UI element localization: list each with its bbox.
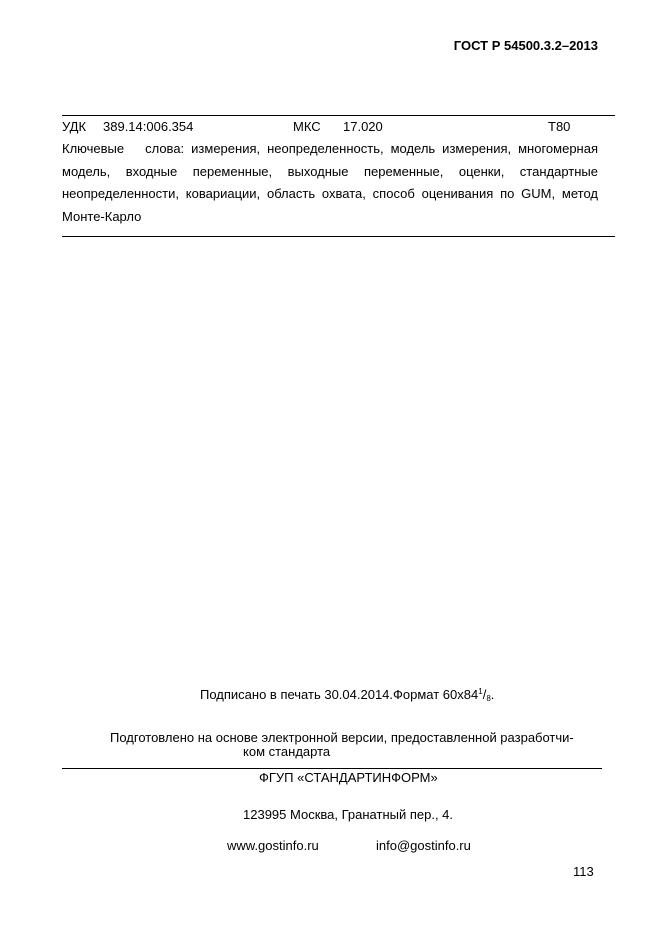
publisher-website: www.gostinfo.ru bbox=[227, 838, 319, 853]
signed-text: Подписано в печать 30.04.2014.Формат 60х84 bbox=[200, 687, 479, 702]
keywords-bottom-rule bbox=[62, 236, 615, 237]
prepared-line-1: Подготовлено на основе электронной версии, предоставленной разработчи- bbox=[110, 730, 574, 745]
standard-code-header: ГОСТ Р 54500.3.2–2013 bbox=[453, 38, 598, 53]
udc-value: 389.14:006.354 bbox=[103, 119, 194, 134]
page-number: 113 bbox=[573, 864, 594, 879]
signed-for-print-line: Подписано в печать 30.04.2014.Формат $60х84^1/_8$. bbox=[200, 687, 495, 703]
keywords-paragraph bbox=[62, 138, 598, 228]
publisher-email: info@gostinfo.ru bbox=[376, 838, 471, 853]
prepared-note bbox=[110, 731, 600, 759]
publisher-address: 123995 Москва, Гранатный пер., 4. bbox=[243, 807, 454, 822]
prepared-line-2: ком стандарта bbox=[243, 744, 331, 759]
publisher-rule bbox=[62, 768, 602, 769]
format-fraction-denominator: 8 bbox=[486, 694, 491, 703]
classification-code: Т80 bbox=[548, 119, 571, 134]
udc-label: УДК bbox=[62, 119, 87, 134]
format-end: . bbox=[490, 687, 495, 702]
format-fraction-numerator: 1 bbox=[478, 687, 483, 696]
keywords-text: измерения, неопределенность, модель измерения, многомерная модель, входные переменные, выходные переменные, оценки, стандартные неопределенности, ковариации, область охвата, способ оценивания по GUM, метод Монте-Карло bbox=[62, 141, 598, 224]
keywords-label: Ключевые слова: bbox=[62, 141, 185, 156]
top-rule bbox=[62, 115, 615, 116]
mks-value: 17.020 bbox=[343, 119, 383, 134]
publisher-name: ФГУП «СТАНДАРТИНФОРМ» bbox=[259, 770, 438, 785]
mks-label: МКС bbox=[293, 119, 321, 134]
